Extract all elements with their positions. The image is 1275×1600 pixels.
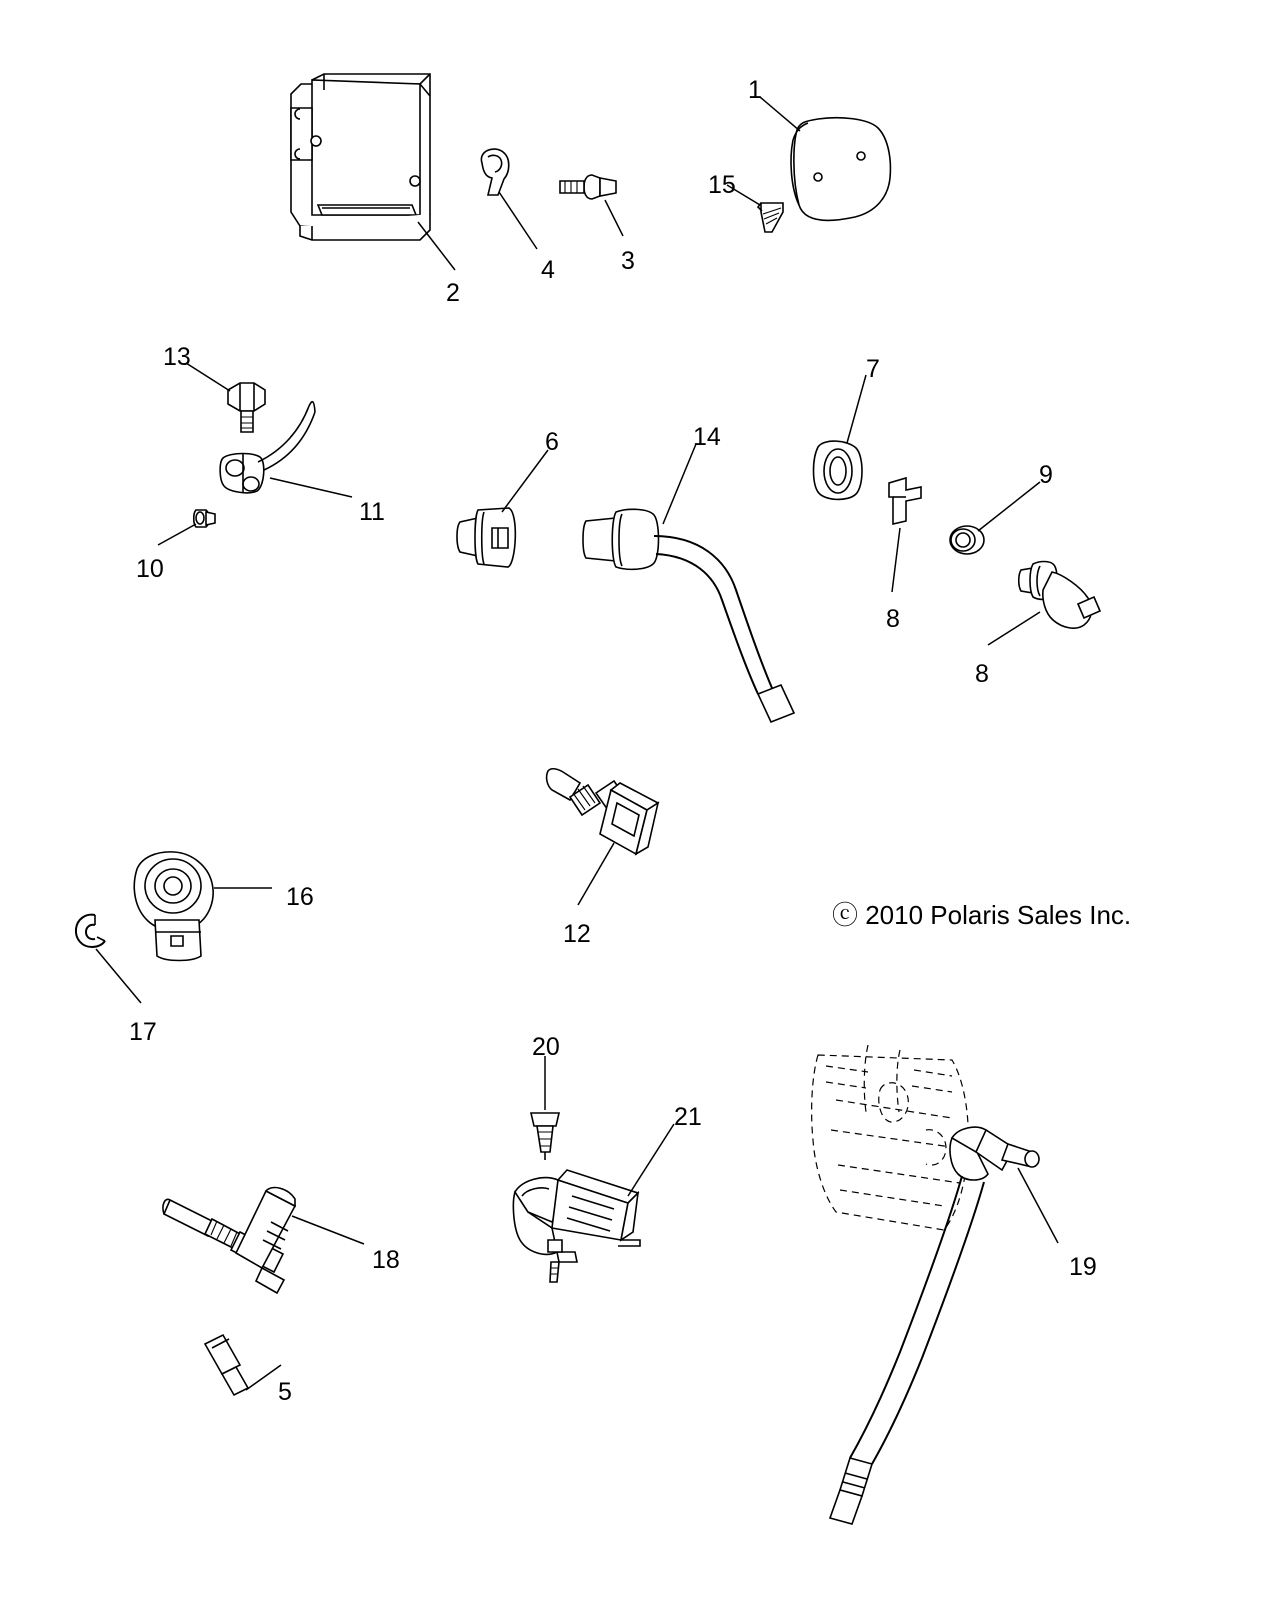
callout-4: 4 [541, 256, 555, 284]
part-screw-self-tapping [758, 203, 783, 232]
callout-3: 3 [621, 247, 635, 275]
callout-20: 20 [532, 1033, 560, 1061]
part-sensor-inline [163, 1188, 295, 1293]
callout-2: 2 [446, 279, 460, 307]
callout-17: 17 [129, 1018, 157, 1046]
part-sensor-round-body [134, 852, 213, 961]
callout-7: 7 [866, 355, 880, 383]
callout-6: 6 [545, 428, 559, 456]
callout-1: 1 [748, 76, 762, 104]
part-cover-ecu [791, 118, 890, 221]
part-cap-round [814, 441, 863, 499]
callout-8b: 8 [975, 660, 989, 688]
part-sensor-speed [457, 508, 515, 567]
part-bolt-hex [228, 383, 265, 432]
copyright-notice: ⓒ 2010 Polaris Sales Inc. [832, 900, 1132, 930]
part-plug-cap [194, 510, 215, 527]
part-clip-retainer [481, 149, 508, 195]
callout-18: 18 [372, 1246, 400, 1274]
part-screw-small [531, 1113, 559, 1160]
callout-10: 10 [136, 555, 164, 583]
callout-5: 5 [278, 1378, 292, 1406]
callout-13: 13 [163, 343, 191, 371]
part-sensor-assembly-engine [830, 1127, 1039, 1524]
callout-15: 15 [708, 171, 736, 199]
part-e-clip [76, 915, 105, 947]
callout-12: 12 [563, 920, 591, 948]
part-temperature-sensor [547, 769, 658, 854]
callout-11: 11 [359, 498, 385, 526]
callout-19: 19 [1069, 1253, 1097, 1281]
part-engine-phantom [812, 1045, 969, 1230]
part-bolt-flange [560, 175, 616, 199]
callout-9: 9 [1039, 461, 1053, 489]
callout-8: 8 [886, 605, 900, 633]
part-ecu-module [291, 74, 430, 240]
callout-16: 16 [286, 883, 314, 911]
part-bracket-clip [889, 478, 921, 524]
callout-14: 14 [693, 423, 721, 451]
part-sensor-with-cable [583, 509, 794, 722]
part-map-sensor [513, 1170, 640, 1282]
callout-21: 21 [674, 1103, 702, 1131]
part-switch-lead [220, 402, 315, 493]
part-sensor-pin [205, 1335, 248, 1395]
